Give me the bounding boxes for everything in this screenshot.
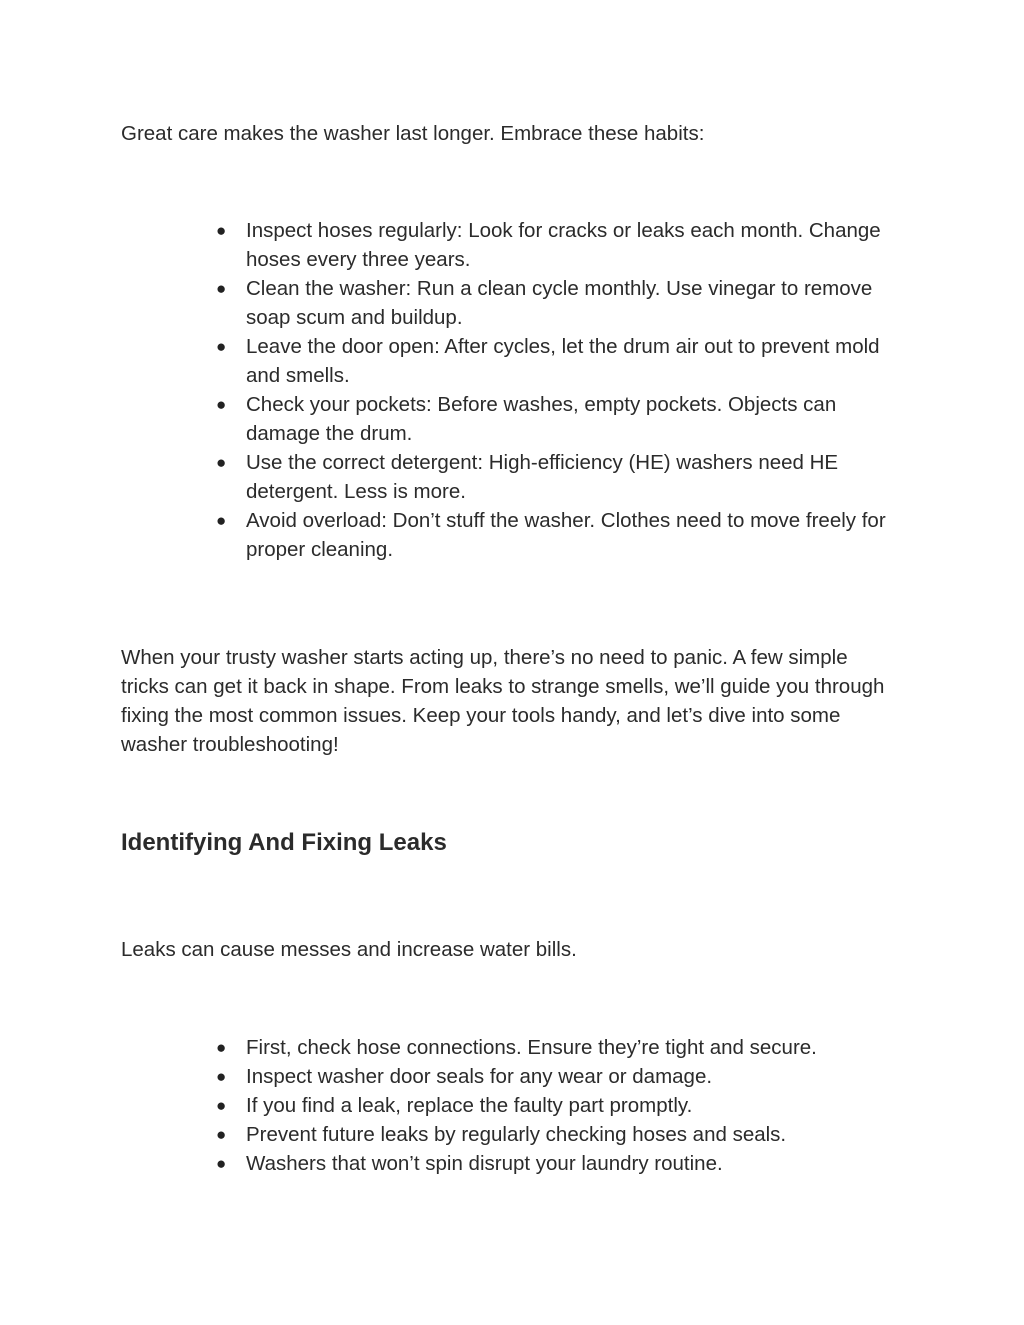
list-item	[0, 390, 1024, 448]
list-item	[0, 1149, 1024, 1178]
list-item-text: Use the correct detergent: High-efficiency (HE) washers need HE detergent. Less is more.	[246, 451, 839, 503]
bullet-icon: ●	[216, 395, 227, 414]
bullet-icon: ●	[216, 1096, 227, 1115]
list-item-text: Avoid overload: Don’t stuff the washer. Clothes need to move freely for proper cleaning.	[246, 509, 886, 561]
leaks-intro-paragraph: Leaks can cause messes and increase water bills.	[121, 938, 577, 961]
list-item-text: Clean the washer: Run a clean cycle monthly. Use vinegar to remove soap scum and buildup.	[246, 277, 873, 329]
list-item-text: First, check hose connections. Ensure they’re tight and secure.	[246, 1036, 817, 1059]
bullet-icon: ●	[216, 1038, 227, 1057]
leak-steps-list	[0, 1033, 1024, 1178]
list-item	[0, 1062, 1024, 1091]
list-item-text: Leave the door open: After cycles, let the drum air out to prevent mold and smells.	[246, 335, 880, 387]
bullet-icon: ●	[216, 1154, 227, 1173]
list-item	[0, 1120, 1024, 1149]
list-item-text: Inspect washer door seals for any wear or damage.	[246, 1065, 713, 1088]
list-item-text: If you find a leak, replace the faulty part promptly.	[246, 1094, 693, 1117]
troubleshooting-intro-paragraph: When your trusty washer starts acting up, there’s no need to panic. A few simple tricks can get it back in shape. From leaks to strange smells, we’ll guide you through fixing the most common issues. Keep your tools handy, and let’s dive into some washer troubleshooting!	[121, 646, 885, 756]
bullet-icon: ●	[216, 453, 227, 472]
list-item	[0, 332, 1024, 390]
bullet-icon: ●	[216, 221, 227, 240]
care-habits-list	[0, 216, 1024, 564]
list-item	[0, 1091, 1024, 1120]
list-item-text: Washers that won’t spin disrupt your laundry routine.	[246, 1152, 723, 1175]
list-item-text: Inspect hoses regularly: Look for cracks or leaks each month. Change hoses every three years.	[246, 219, 881, 271]
list-item	[0, 506, 1024, 564]
list-item	[0, 216, 1024, 274]
bullet-icon: ●	[216, 511, 227, 530]
bullet-icon: ●	[216, 1125, 227, 1144]
bullet-icon: ●	[216, 1067, 227, 1086]
intro-paragraph: Great care makes the washer last longer. Embrace these habits:	[121, 122, 705, 145]
list-item-text: Prevent future leaks by regularly checking hoses and seals.	[246, 1123, 787, 1146]
list-item	[0, 448, 1024, 506]
list-item	[0, 1033, 1024, 1062]
list-item	[0, 274, 1024, 332]
bullet-icon: ●	[216, 279, 227, 298]
section-heading: Identifying And Fixing Leaks	[121, 829, 447, 856]
bullet-icon: ●	[216, 337, 227, 356]
list-item-text: Check your pockets: Before washes, empty pockets. Objects can damage the drum.	[246, 393, 837, 445]
